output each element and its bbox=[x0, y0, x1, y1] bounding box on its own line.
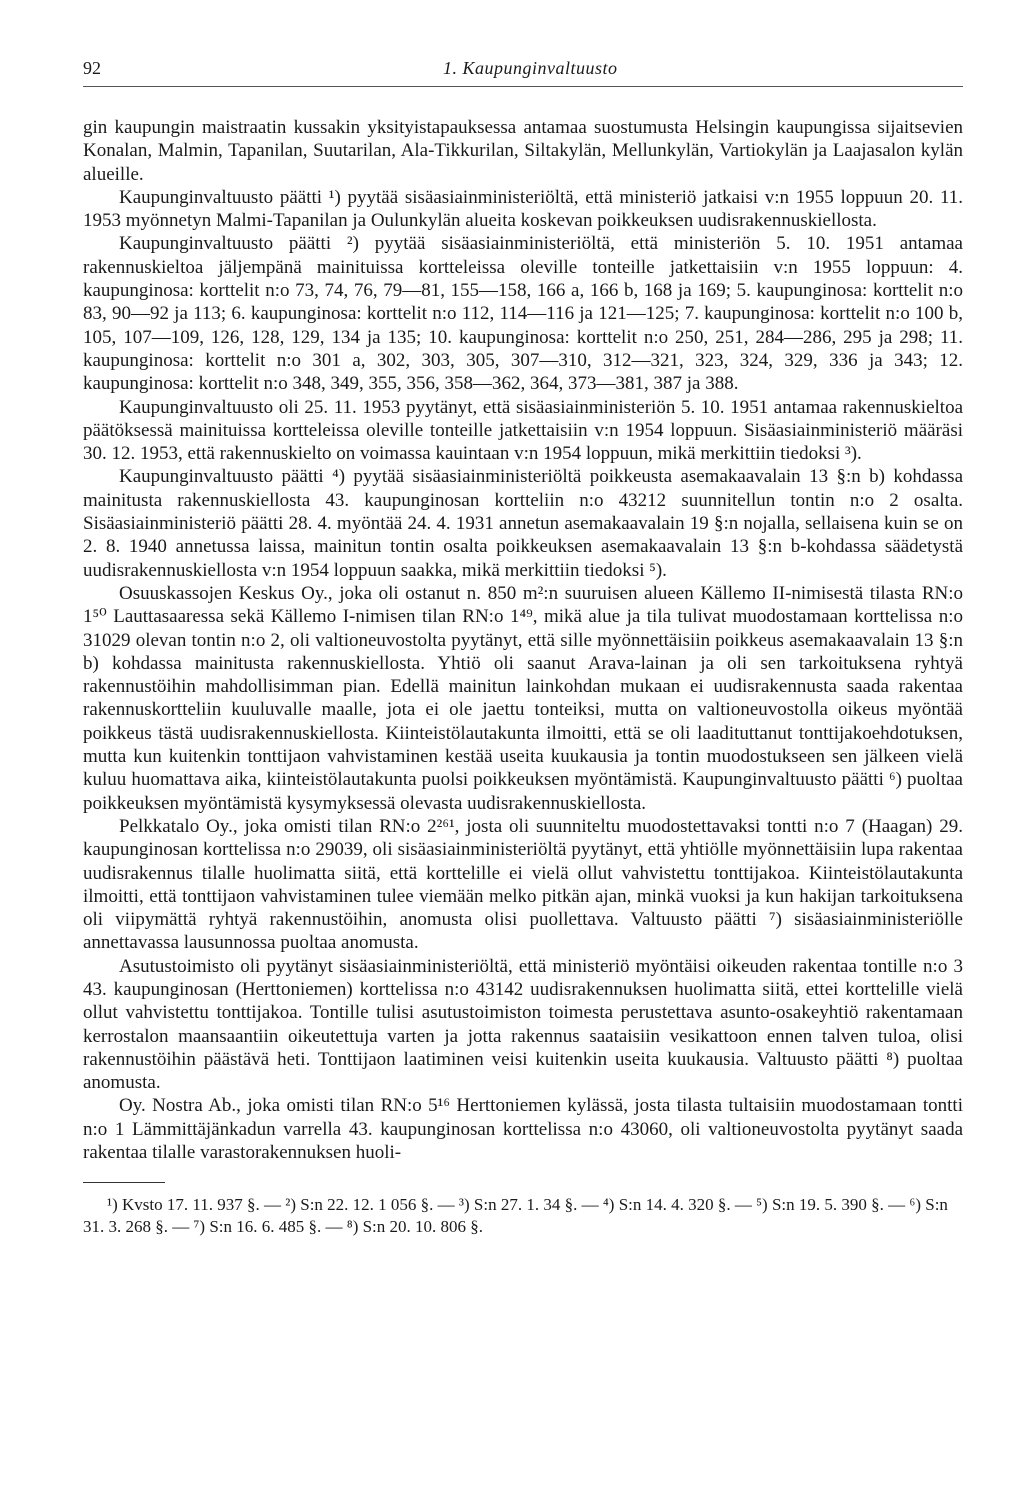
paragraph: gin kaupungin maistraatin kussakin yksityistapauksessa antamaa suostumusta Helsingin kaupungissa sijaitsevien Konalan, Malmin, Tapanilan, Suutarilan, Ala-Tikkurilan, Siltakylän, Mellunkylän, Vartiokylän ja Laajasalon kylän alueille. bbox=[83, 117, 963, 185]
paragraph: Oy. Nostra Ab., joka omisti tilan RN:o 5¹⁶ Herttoniemen kylässä, josta tilasta tultaisiin muodostamaan tontti n:o 1 Lämmittäjänkadun varrella 43. kaupunginosan korttelissa n:o 43060, oli valtioneuvostolta pyytänyt saada rakentaa tilalle varastorakennuksen huoli- bbox=[83, 1095, 963, 1164]
body-text bbox=[83, 116, 963, 1164]
paragraph: Asutustoimisto oli pyytänyt sisäasiainministeriöltä, että ministeriö myöntäisi oikeuden rakentaa tontille n:o 3 43. kaupunginosan (Herttoniemen) korttelissa n:o 43142 uudisrakennuksen huolimatta siitä, ettei korttelille vielä ollut vahvistettu tonttijakoa. Tontille tulisi asutustoimiston toimesta perustettava asunto-osakeyhtiö rakentamaan kerrostalon maansaantiin oikeutettuja varten ja jotta rakennus saataisiin vesikattoon ennen talven tuloa, olisi rakennustöihin päästävä heti. Tonttijaon laatiminen veisi kuitenkin useita kuukausia. Valtuusto päätti ⁸) puoltaa anomusta. bbox=[83, 955, 963, 1094]
paragraph: Osuuskassojen Keskus Oy., joka oli ostanut n. 850 m²:n suuruisen alueen Källemo II-nimisestä tilasta RN:o 1⁵⁰ Lauttasaaressa sekä Källemo I-nimisen tilan RN:o 1⁴⁹, mikä alue ja tila tulivat muodostamaan korttelissa n:o 31029 olevan tontin n:o 2, oli valtioneuvostolta pyytänyt, että sille myönnettäisiin poikkeus asemakaavalain 13 §:n b) kohdassa mainitusta rakennuskiellosta. Yhtiö oli saanut Arava-lainan ja oli sen tarkoituksena ryhtyä rakennustöihin mahdollisimman pian. Edellä mainitun lainkohdan mukaan ei uudisrakennusta saada rakentaa rakennuskortteliin kuuluvalle maalle, jota ei ole jaettu tonteiksi, mutta on valtioneuvostolla oikeus myöntää poikkeus tästä uudisrakennuskiellosta. Kiinteistölautakunta ilmoitti, että se oli laadituttanut tonttijakoehdotuksen, mutta kun kuitenkin tonttijaon vahvistaminen kestää useita kuukausia ja tontin muodostukseen sen jälkeen vielä kuluu huomattava aika, kiinteistölautakunta puolsi poikkeuksen myöntämistä. Kaupunginvaltuusto päätti ⁶) puoltaa poikkeuksen myöntämistä kysymyksessä olevasta uudisrakennuskiellosta. bbox=[83, 582, 963, 814]
paragraph: Kaupunginvaltuusto päätti ²) pyytää sisäasiainministeriöltä, että ministeriön 5. 10. 1951 antamaa rakennuskieltoa jäljempänä mainituissa kortteleissa oleville tonteille jatkettaisiin v:n 1955 loppuun: 4. kaupunginosa: korttelit n:o 73, 74, 76, 79—81, 155—158, 166 a, 166 b, 168 ja 169; 5. kaupunginosa: korttelit n:o 83, 90—92 ja 113; 6. kaupunginosa: korttelit n:o 112, 114—116 ja 121—125; 7. kaupunginosa: korttelit n:o 100 b, 105, 107—109, 126, 128, 129, 134 ja 135; 10. kaupunginosa: korttelit n:o 250, 251, 284—286, 295 ja 298; 11. kaupunginosa: korttelit n:o 301 a, 302, 303, 305, 307—310, 312—321, 323, 324, 329, 336 ja 343; 12. kaupunginosa: korttelit n:o 348, 349, 355, 356, 358—362, 364, 373—381, 387 ja 388. bbox=[83, 233, 963, 395]
document-page bbox=[83, 58, 963, 1238]
paragraph: Pelkkatalo Oy., joka omisti tilan RN:o 2²⁶¹, josta oli suunniteltu muodostettavaksi tontti n:o 7 (Haagan) 29. kaupunginosan korttelissa n:o 29039, oli sisäasiainministeriöltä pyytänyt, että yhtiölle myönnettäisiin lupa rakentaa uudisrakennus tilalle huolimatta siitä, että korttelille ei vielä ollut vahvistettu tonttijakoa. Kiinteistölautakunta ilmoitti, että tonttijaon vahvistaminen tulee viemään melko pitkän ajan, minkä vuoksi ja kun hakijan tarkoituksena oli viipymättä ryhtyä rakennustöihin, anomusta olisi puollettava. Valtuusto päätti ⁷) sisäasiainministeriölle annettavassa lausunnossa puoltaa anomusta. bbox=[83, 815, 963, 954]
running-title: 1. Kaupunginvaltuusto bbox=[443, 58, 618, 78]
paragraph: Kaupunginvaltuusto oli 25. 11. 1953 pyytänyt, että sisäasiainministeriön 5. 10. 1951 antamaa rakennuskieltoa päätöksessä mainituissa kortteleissa oleville tonteille jatkettaisiin v:n 1954 loppuun. Sisäasiainministeriö määräsi 30. 12. 1953, että rakennuskielto on voimassa kauintaan v:n 1954 loppuun, mikä merkittiin tiedoksi ³). bbox=[83, 396, 963, 465]
paragraph: Kaupunginvaltuusto päätti ⁴) pyytää sisäasiainministeriöltä poikkeusta asemakaavalain 13 §:n b) kohdassa mainitusta rakennuskiellosta 43. kaupunginosan kortteliin n:o 43212 suunnitellun tontin n:o 2 osalta. Sisäasiainministeriö päätti 28. 4. myöntää 24. 4. 1931 annetun asemakaavalain 19 §:n nojalla, sellaisena kuin se on 2. 8. 1940 annetussa laissa, mainitun tontin osalta poikkeuksen asemakaavalain 13 §:n b-kohdassa säädetystä uudisrakennuskiellosta v:n 1954 loppuun saakka, mikä merkittiin tiedoksi ⁵). bbox=[83, 466, 963, 581]
footnote-divider bbox=[83, 1182, 165, 1183]
paragraph: Kaupunginvaltuusto päätti ¹) pyytää sisäasiainministeriöltä, että ministeriö jatkaisi v:n 1955 loppuun 20. 11. 1953 myönnetyn Malmi-Tapanilan ja Oulunkylän alueita koskevan poikkeuksen uudisrakennuskiellosta. bbox=[83, 186, 963, 232]
page-number: 92 bbox=[83, 58, 101, 78]
footnotes: ¹) Kvsto 17. 11. 937 §. — ²) S:n 22. 12. 1 056 §. — ³) S:n 27. 1. 34 §. — ⁴) S:n 14. 4. 320 §. — ⁵) S:n 19. 5. 390 §. — ⁶) S:n 31. 3. 268 §. — ⁷) S:n 16. 6. 485 §. — ⁸) S:n 20. 10. 806 §. bbox=[83, 1195, 948, 1237]
page-header bbox=[83, 58, 963, 87]
